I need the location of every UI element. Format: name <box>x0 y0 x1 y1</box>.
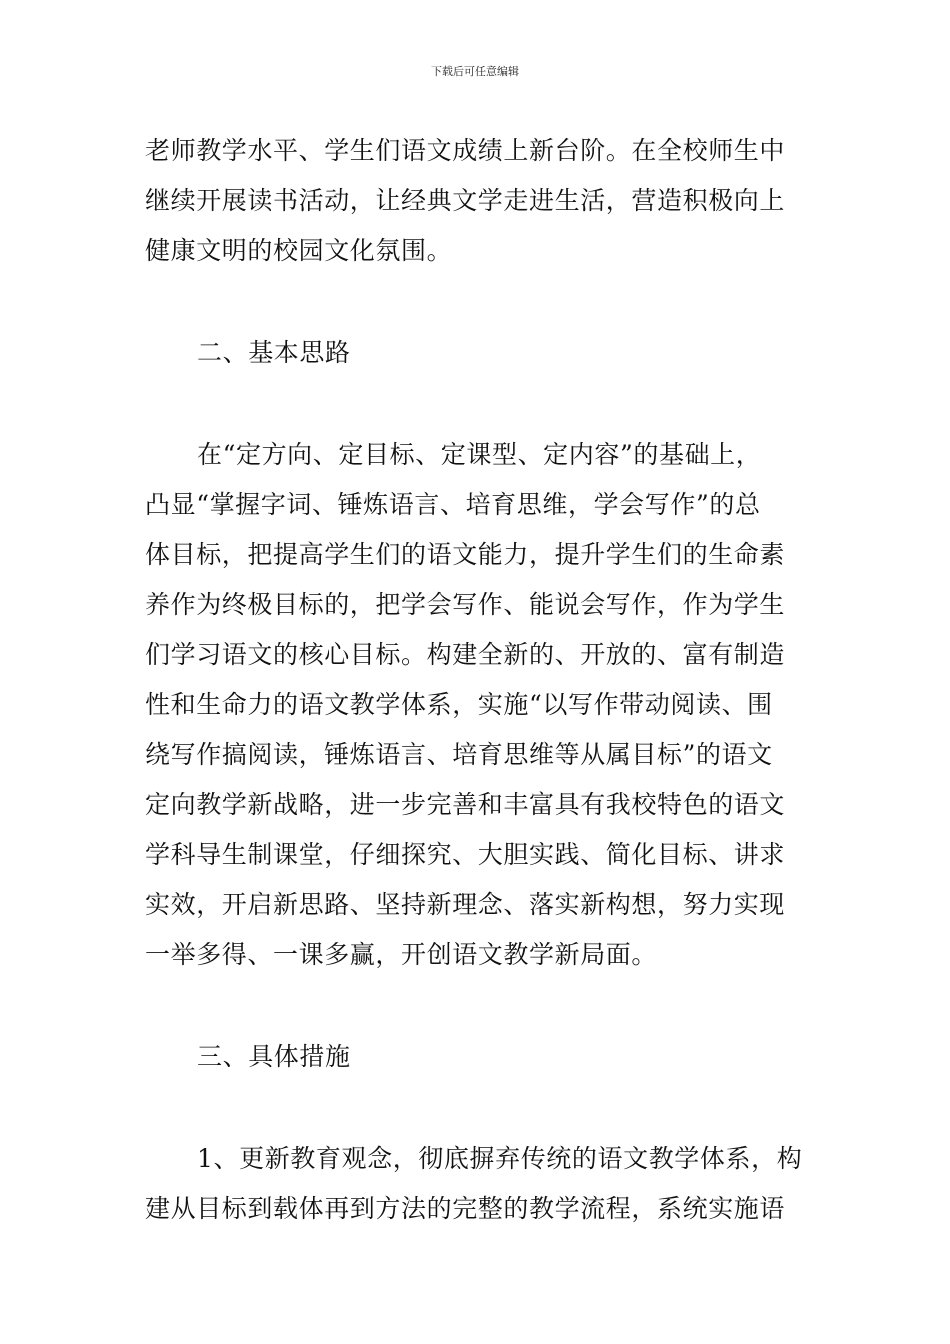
text-line: 养作为终极目标的，把学会写作、能说会写作，作为学生 <box>145 590 786 619</box>
paragraph-3 <box>145 1134 807 1234</box>
heading-text: 三、具体措施 <box>197 1042 351 1071</box>
text-line: 凸显“掌握字词、锤炼语言、培育思维，学会写作”的总 <box>145 490 761 519</box>
text-line: 实效，开启新思路、坚持新理念、落实新构想，努力实现 <box>145 890 786 919</box>
text-line: 老师教学水平、学生们语文成绩上新台阶。在全校师生中 <box>145 136 786 165</box>
paragraph-1 <box>145 126 807 276</box>
text-line: 性和生命力的语文教学体系，实施“以写作带动阅读、围 <box>145 690 773 719</box>
text-line: 学科导生制课堂，仔细探究、大胆实践、简化目标、讲求 <box>145 840 786 869</box>
text-line: 定向教学新战略，进一步完善和丰富具有我校特色的语文 <box>145 790 786 819</box>
text-line: 继续开展读书活动，让经典文学走进生活，营造积极向上 <box>145 186 786 215</box>
text-line: 建从目标到载体再到方法的完整的教学流程，系统实施语 <box>145 1194 786 1223</box>
section-heading-2 <box>145 328 807 378</box>
heading-text: 二、基本思路 <box>197 338 351 367</box>
text-line: 绕写作搞阅读，锤炼语言、培育思维等从属目标”的语文 <box>145 740 773 769</box>
section-heading-3 <box>145 1032 807 1082</box>
page-header-note: 下载后可任意编辑 <box>431 65 519 78</box>
paragraph-2 <box>145 430 807 980</box>
text-line: 体目标，把提高学生们的语文能力，提升学生们的生命素 <box>145 540 786 569</box>
text-line: 1、更新教育观念，彻底摒弃传统的语文教学体系，构 <box>197 1144 803 1173</box>
text-line: 健康文明的校园文化氛围。 <box>145 236 453 265</box>
document-body <box>145 126 807 1234</box>
text-line: 一举多得、一课多赢，开创语文教学新局面。 <box>145 940 658 969</box>
text-line: 们学习语文的核心目标。构建全新的、开放的、富有制造 <box>145 640 786 669</box>
text-line: 在“定方向、定目标、定课型、定内容”的基础上， <box>197 440 762 469</box>
